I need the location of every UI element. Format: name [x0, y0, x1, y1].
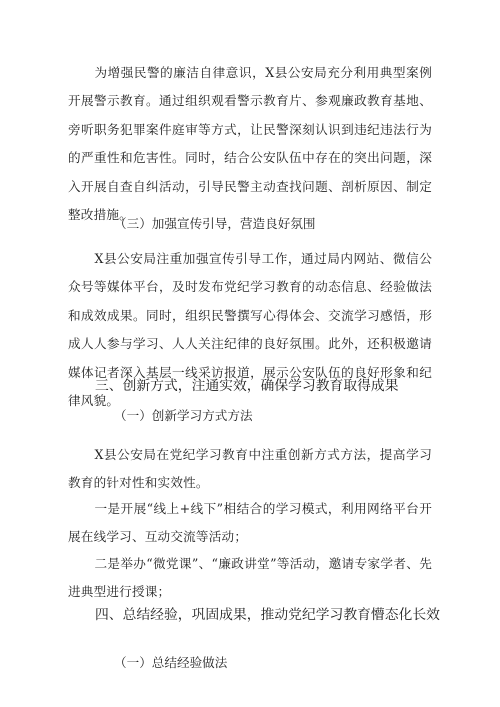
section-heading-four: 四、总结经验，巩固成果，推动党纪学习教育懵态化长效 [95, 607, 440, 623]
subheading-summarize: （一）总结经验做法 [114, 655, 228, 670]
paragraph-warning-education: 为增强民警的廉洁自律意识，X县公安局充分利用典型案例开展警示教育。通过组织观看警示教育片、参观廉政教育基地、旁听职务犯罪案件庭审等方式，让民警深刻认识到违纪违法行为的严重性和危害性。同时，结合公安队伍中存在的突出问题，深入开展自查自纠活动，引导民警主动查找问题、剖析原因、制定整改措施。 [68, 65, 432, 223]
paragraph-publicity: X县公安局注重加强宣传引导工作，通过局内网站、微信公众号等媒体平台，及时发布党纪学习教育的动态信息、经验做法和成效成果。同时，组织民警撰写心得体会、交流学习感悟，形成人人参与学习、人人关注纪律的良好氛围。此外，还积极邀请媒体记者深入基层一线采访报道，展示公安队伍的良好形象和纪律风貌。 [68, 251, 432, 409]
paragraph-online-offline: 一是开展“线上+线下”相结合的学习模式，利用网络平台开展在线学习、互动交流等活动； [68, 501, 432, 545]
section-heading-three: 三、创新方式，注通实效，确保学习教育取得成果 [95, 378, 399, 394]
paragraph-micro-lecture: 二是举办“微党课”、“廉政讲堂”等活动，邀请专家学者、先进典型进行授课； [68, 556, 432, 600]
subheading-publicity: （三）加强宣传引导，营造良好氛围 [114, 216, 316, 231]
paragraph-innovate-intro: X县公安局在党纪学习教育中注重创新方式方法，提高学习教育的针对性和实效性。 [68, 447, 432, 491]
subheading-innovate-methods: （一）创新学习方式方法 [114, 408, 253, 423]
